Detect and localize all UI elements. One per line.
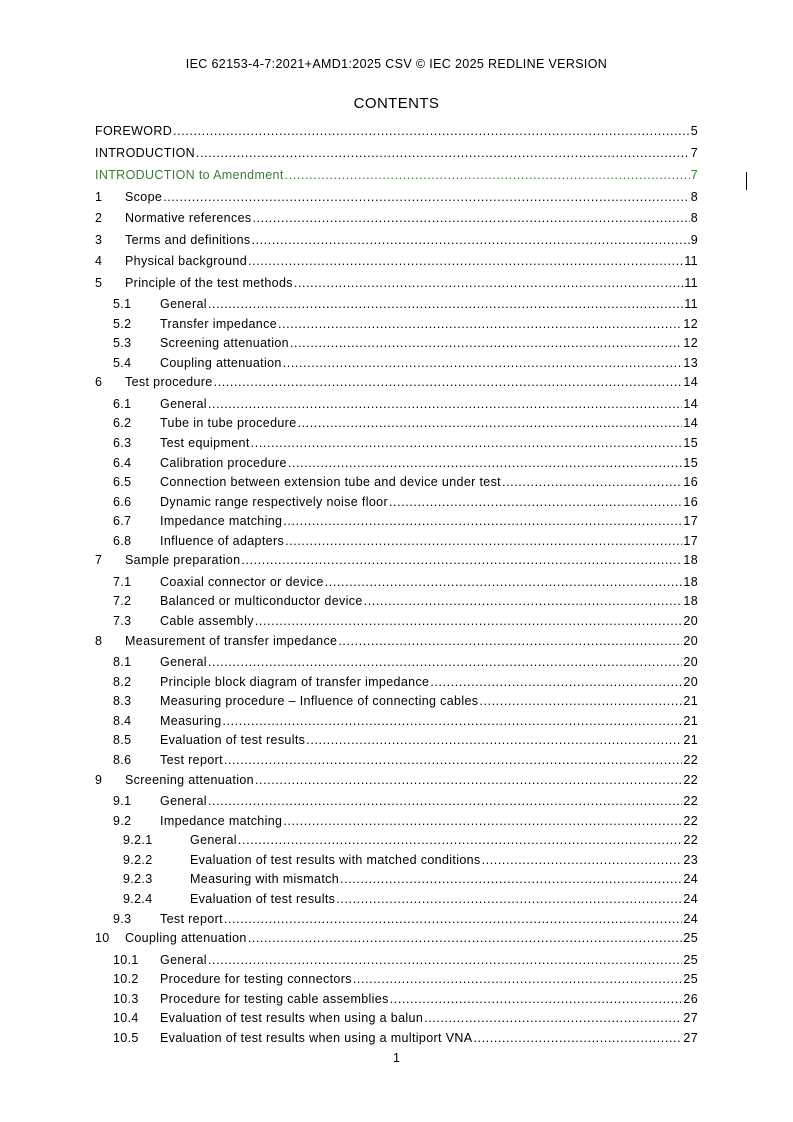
toc-dot-leader [196,146,690,160]
toc-entry-number: 8.1 [113,655,132,670]
toc-entry-title: Test equipment [160,435,250,450]
toc-entry-page: 11 [684,254,698,269]
toc-dot-leader [283,814,682,828]
toc-entry-title: Calibration procedure [160,455,287,470]
toc-entry-number: 7.2 [113,594,132,609]
toc-dot-leader [298,416,683,430]
toc-dot-leader [223,714,683,728]
toc-entry-page: 14 [683,396,698,411]
toc-entry[interactable] [95,553,698,574]
toc-entry-page: 12 [683,316,698,331]
toc-dot-leader [285,168,690,182]
toc-entry[interactable] [95,233,698,254]
toc-entry-number: 8 [95,633,103,648]
toc-dot-leader [364,594,683,608]
toc-entry-title: Terms and definitions [125,232,251,247]
toc-entry-number: 6 [95,375,103,390]
toc-entry-title: Test report [160,911,223,926]
toc-entry-title: Influence of adapters [160,533,285,548]
toc-entry-page: 21 [683,713,698,728]
toc-entry-title: FOREWORD [95,124,173,138]
toc-entry-page: 20 [683,614,698,629]
toc-entry-title: Screening attenuation [160,336,289,351]
toc-entry-page: 25 [683,931,698,946]
toc-entry-title: Sample preparation [125,553,241,568]
toc-entry-title: Procedure for testing cable assemblies [160,991,389,1006]
toc-entry[interactable] [95,168,698,190]
toc-entry-page: 24 [683,891,698,906]
toc-dot-leader [338,634,682,648]
toc-entry-number: 3 [95,232,103,247]
toc-entry[interactable] [95,912,698,932]
toc-dot-leader [208,297,683,311]
toc-entry-page: 21 [683,694,698,709]
toc-entry-number: 8.3 [113,694,132,709]
toc-entry-number: 6.6 [113,494,132,509]
toc-entry-title: Measuring with mismatch [190,872,340,887]
toc-entry-title: Cable assembly [160,614,254,629]
document-header: IEC 62153-4-7:2021+AMD1:2025 CSV © IEC 2025 REDLINE VERSION [185,57,608,71]
toc-entry-number: 5.2 [113,316,132,331]
toc-entry-page: 15 [683,455,698,470]
toc-entry-page: 14 [683,375,698,390]
toc-entry-number: 5.1 [113,296,132,311]
toc-entry[interactable] [95,972,698,992]
toc-entry-number: 8.5 [113,733,132,748]
toc-entry[interactable] [95,190,698,211]
toc-entry-number: 6.8 [113,533,132,548]
toc-entry[interactable] [95,534,698,554]
toc-dot-leader [248,931,683,945]
toc-entry-title: Evaluation of test results when using a balun [160,1011,424,1026]
toc-entry-title: INTRODUCTION to Amendment [95,168,284,182]
toc-entry-page: 8 [690,211,698,226]
toc-dot-leader [336,892,682,906]
toc-entry[interactable] [95,814,698,834]
toc-dot-leader [325,575,683,589]
toc-entry-page: 11 [684,275,698,290]
toc-entry[interactable] [95,853,698,873]
table-of-contents [95,124,698,1051]
toc-entry[interactable] [95,794,698,814]
toc-entry[interactable] [95,634,698,655]
toc-dot-leader [288,456,683,470]
toc-entry-number: 6.1 [113,396,132,411]
toc-entry[interactable] [95,931,698,952]
toc-entry-title: Tube in tube procedure [160,416,297,431]
toc-entry[interactable] [95,375,698,396]
toc-entry[interactable] [95,254,698,275]
toc-dot-leader [294,276,683,290]
toc-entry[interactable] [95,655,698,675]
toc-entry-title: Coaxial connector or device [160,574,324,589]
toc-entry-page: 18 [683,594,698,609]
toc-entry-number: 6.3 [113,435,132,450]
toc-entry-number: 9 [95,772,103,787]
toc-entry[interactable] [95,146,698,168]
toc-entry-number: 6.2 [113,416,132,431]
toc-entry-page: 22 [683,753,698,767]
toc-entry[interactable] [95,1011,698,1031]
toc-dot-leader [163,190,689,204]
toc-dot-leader [473,1031,682,1045]
toc-entry-title: Test procedure [125,375,213,390]
toc-entry-number: 10.3 [113,991,139,1006]
toc-dot-leader [248,254,683,268]
toc-entry[interactable] [95,733,698,753]
toc-entry-page: 20 [683,655,698,670]
toc-entry-number: 5.4 [113,355,132,370]
toc-dot-leader [283,514,682,528]
toc-entry-number: 9.2.4 [123,891,153,906]
toc-entry[interactable] [95,992,698,1012]
toc-dot-leader [208,655,682,669]
toc-entry[interactable] [95,773,698,794]
toc-dot-leader [283,356,683,370]
toc-entry-title: Test report [160,753,223,767]
toc-entry-title: Measurement of transfer impedance [125,633,338,648]
toc-entry-page: 22 [683,793,698,808]
toc-dot-leader [502,475,682,489]
toc-entry-number: 10 [95,931,110,946]
toc-entry-page: 8 [690,190,698,204]
toc-entry-title: Coupling attenuation [125,931,247,946]
toc-entry-number: 8.6 [113,753,132,767]
toc-entry[interactable] [95,475,698,495]
toc-entry[interactable] [95,124,698,146]
toc-dot-leader [390,992,683,1006]
toc-dot-leader [241,553,682,567]
toc-entry-number: 4 [95,254,103,269]
toc-entry-page: 22 [683,813,698,828]
toc-entry[interactable] [95,397,698,417]
toc-entry-page: 25 [683,952,698,967]
toc-entry-title: General [160,655,207,670]
toc-entry-title: Transfer impedance [160,316,277,331]
toc-entry[interactable] [95,675,698,695]
toc-entry-number: 7 [95,553,103,568]
toc-entry-number: 8.2 [113,674,132,689]
toc-entry[interactable] [95,317,698,337]
toc-dot-leader [430,675,682,689]
toc-dot-leader [224,753,682,767]
toc-entry[interactable] [95,694,698,714]
toc-entry-title: Measuring procedure – Influence of connecting cables [160,694,479,709]
toc-entry-title: Evaluation of test results when using a multiport VNA [160,1030,473,1045]
toc-entry[interactable] [95,714,698,734]
toc-entry-title: Coupling attenuation [160,355,282,370]
toc-entry-page: 7 [690,146,698,160]
toc-entry-number: 5 [95,275,103,290]
toc-entry-title: General [160,296,207,311]
toc-dot-leader [389,495,682,509]
toc-entry-number: 10.1 [113,952,139,967]
toc-entry-page: 27 [683,1011,698,1026]
toc-dot-leader [224,912,682,926]
toc-entry[interactable] [95,514,698,534]
toc-entry-title: Evaluation of test results [190,891,336,906]
toc-dot-leader [251,233,689,247]
toc-entry-number: 9.3 [113,911,132,926]
toc-entry[interactable] [95,297,698,317]
toc-entry-number: 10.4 [113,1011,139,1026]
toc-entry-title: General [190,833,237,848]
toc-entry[interactable] [95,416,698,436]
toc-dot-leader [255,773,682,787]
toc-entry[interactable] [95,753,698,773]
change-bar [746,172,747,190]
toc-entry-number: 7.3 [113,614,132,629]
toc-dot-leader [479,694,682,708]
toc-dot-leader [290,336,682,350]
toc-entry-title: General [160,793,207,808]
toc-entry-number: 9.2 [113,813,132,828]
toc-entry[interactable] [95,594,698,614]
toc-entry-title: Principle block diagram of transfer impedance [160,674,430,689]
toc-entry-title: INTRODUCTION [95,146,196,160]
toc-entry[interactable] [95,456,698,476]
toc-dot-leader [255,614,683,628]
toc-entry-title: Impedance matching [160,514,283,529]
toc-dot-leader [173,124,690,138]
toc-dot-leader [278,317,682,331]
toc-entry[interactable] [95,356,698,376]
toc-entry-number: 7.1 [113,574,132,589]
toc-entry-page: 14 [683,416,698,431]
toc-entry-page: 24 [683,911,698,926]
toc-entry-number: 9.2.2 [123,852,153,867]
toc-entry-number: 5.3 [113,336,132,351]
toc-entry-title: Connection between extension tube and device under test [160,475,502,490]
toc-entry-title: General [160,396,207,411]
toc-entry-title: Procedure for testing connectors [160,972,352,987]
toc-dot-leader [306,733,682,747]
toc-entry-page: 24 [683,872,698,887]
toc-entry-page: 27 [683,1030,698,1045]
toc-entry-title: Balanced or multiconductor device [160,594,363,609]
toc-entry[interactable] [95,872,698,892]
toc-entry-number: 9.2.1 [123,833,153,848]
toc-entry-title: Dynamic range respectively noise floor [160,494,388,509]
toc-entry-page: 26 [683,991,698,1006]
toc-entry[interactable] [95,436,698,456]
toc-entry-number: 8.4 [113,713,132,728]
toc-entry-page: 18 [683,553,698,568]
toc-entry-title: Screening attenuation [125,772,254,787]
toc-entry-page: 21 [683,733,698,748]
toc-dot-leader [285,534,682,548]
toc-entry-page: 17 [683,533,698,548]
toc-entry-title: Physical background [125,254,247,269]
toc-entry-number: 10.2 [113,972,139,987]
toc-entry[interactable] [95,833,698,853]
toc-entry-page: 23 [683,852,698,867]
toc-entry-page: 22 [683,772,698,787]
toc-entry-page: 17 [683,514,698,529]
page-title: CONTENTS [353,95,440,112]
page-number: 1 [393,1051,400,1065]
toc-entry-title: Evaluation of test results [160,733,306,748]
toc-entry-page: 18 [683,574,698,589]
toc-entry-number: 1 [95,190,103,204]
toc-dot-leader [482,853,683,867]
toc-entry-title: General [160,952,207,967]
toc-entry[interactable] [95,276,698,297]
toc-dot-leader [251,436,683,450]
toc-entry-title: Measuring [160,713,222,728]
toc-dot-leader [238,833,682,847]
toc-entry-number: 6.5 [113,475,132,490]
toc-entry[interactable] [95,1031,698,1051]
toc-dot-leader [214,375,683,389]
toc-entry-title: Principle of the test methods [125,275,293,290]
toc-entry-title: Impedance matching [160,813,283,828]
toc-dot-leader [353,972,683,986]
toc-entry-number: 9.2.3 [123,872,153,887]
toc-entry-number: 10.5 [113,1030,139,1045]
toc-entry-page: 20 [683,674,698,689]
toc-entry[interactable] [95,336,698,356]
toc-dot-leader [208,794,682,808]
toc-dot-leader [208,953,682,967]
toc-entry-page: 9 [690,232,698,247]
toc-entry-page: 16 [683,475,698,490]
toc-entry-page: 25 [683,972,698,987]
toc-entry[interactable] [95,953,698,973]
toc-entry-title: Normative references [125,211,252,226]
toc-entry-page: 22 [683,833,698,848]
toc-entry[interactable] [95,211,698,232]
toc-entry-page: 16 [683,494,698,509]
toc-entry-page: 12 [683,336,698,351]
toc-entry[interactable] [95,614,698,634]
toc-entry-page: 20 [683,633,698,648]
toc-entry-page: 7 [690,168,698,182]
toc-dot-leader [424,1011,682,1025]
toc-entry-number: 6.4 [113,455,132,470]
toc-entry-title: Evaluation of test results with matched conditions [190,852,481,867]
toc-entry[interactable] [95,892,698,912]
toc-entry-page: 5 [690,124,698,138]
toc-entry-page: 13 [683,355,698,370]
toc-entry-number: 6.7 [113,514,132,529]
toc-dot-leader [340,872,682,886]
toc-entry-number: 2 [95,211,103,226]
toc-entry[interactable] [95,495,698,515]
toc-entry[interactable] [95,575,698,595]
toc-entry-number: 9.1 [113,793,132,808]
toc-dot-leader [208,397,682,411]
toc-dot-leader [253,211,690,225]
toc-entry-page: 15 [683,435,698,450]
toc-entry-page: 11 [684,296,698,311]
toc-entry-title: Scope [125,190,163,204]
